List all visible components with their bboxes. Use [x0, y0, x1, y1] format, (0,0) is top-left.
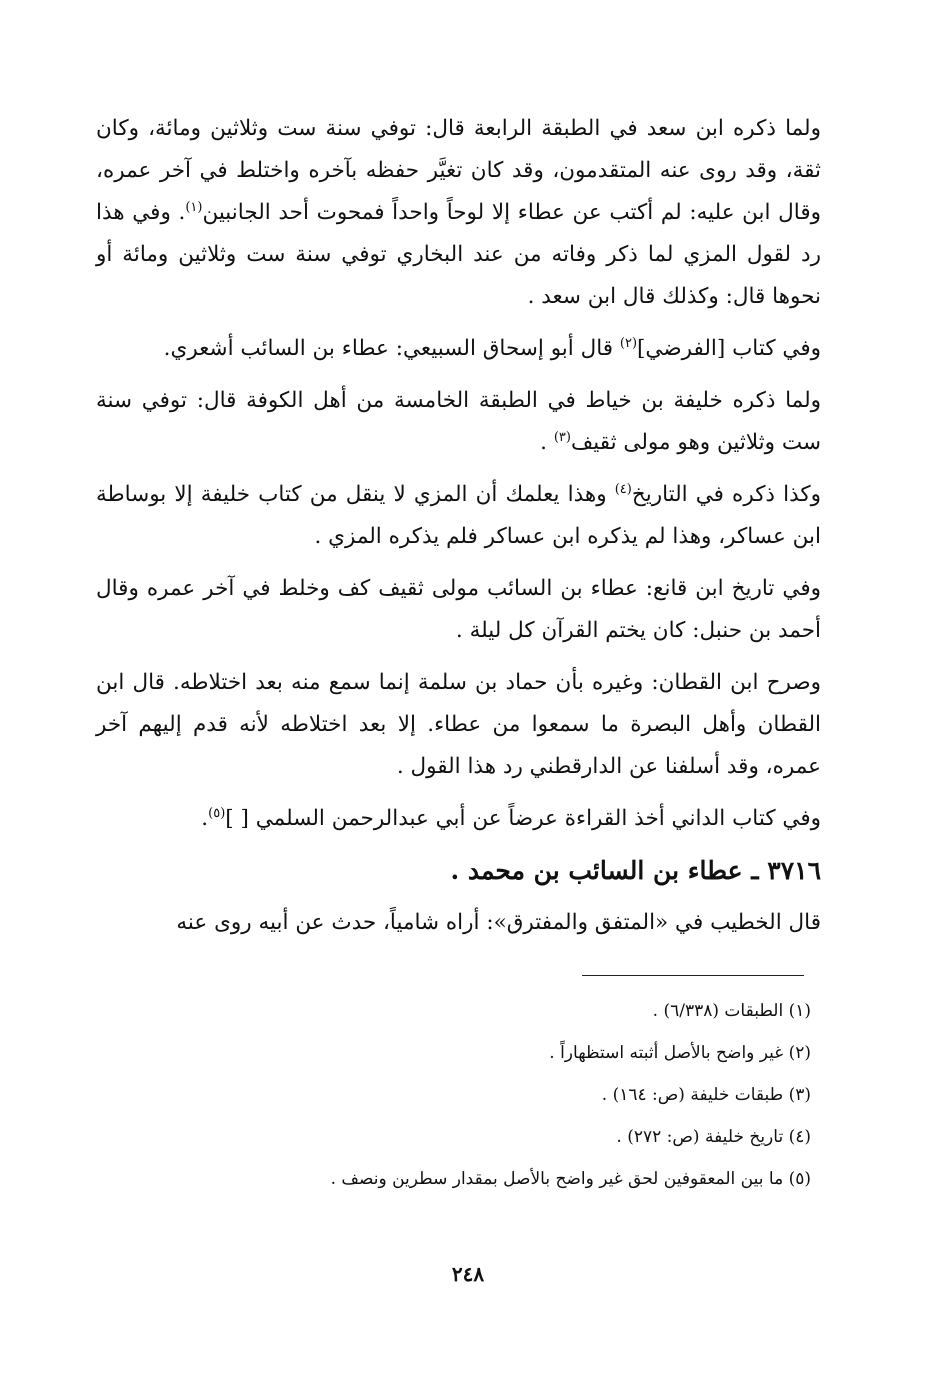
- footnotes: [96, 990, 811, 1200]
- paragraph-text: ولما ذكره ابن سعد في الطبقة الرابعة قال: توفي سنة ست وثلاثين ومائة، وكان ثقة، وقد روى عنه المتقدمون، وقد كان تغيَّر حفظه بآخره واختلط في آخر عمره، وقال ابن عليه: لم أكتب عن عطاء إلا لوحاً واحداً فمحوت أحد الجانبين: [96, 116, 821, 225]
- entry-heading: ٣٧١٦ ـ عطاء بن السائب بن محمد .: [450, 856, 821, 885]
- paragraph-text: وكذا ذكره في التاريخ: [631, 482, 821, 507]
- paragraph-text: ولما ذكره خليفة بن خياط في الطبقة الخامسة من أهل الكوفة قال: توفي سنة ست وثلاثين وهو مولى ثقيف: [96, 388, 821, 455]
- footnote-ref: (٢): [619, 335, 638, 351]
- paragraph-1: [96, 108, 821, 318]
- footnote-2: (٢) غير واضح بالأصل أثبته استظهاراً .: [549, 1043, 811, 1063]
- paragraph-text: .: [540, 430, 554, 455]
- paragraph-text: وهذا يعلمك أن المزي لا ينقل من كتاب خليفة إلا بوساطة ابن عساكر، وهذا لم يذكره ابن عساكر فلم يذكره المزي .: [96, 482, 821, 549]
- footnote-1: (١) الطبقات (٦/٣٣٨) .: [652, 1001, 811, 1021]
- paragraph-text: .: [201, 806, 209, 831]
- paragraph-text: وفي كتاب الداني أخذ القراءة عرضاً عن أبي عبدالرحمن السلمي [ ]: [225, 806, 821, 831]
- footnote-5: (٥) ما بين المعقوفين لحق غير واضح بالأصل بمقدار سطرين ونصف .: [330, 1169, 811, 1189]
- main-text: [96, 108, 821, 954]
- page-number: ٢٤٨: [451, 1262, 485, 1286]
- paragraph-text: قال أبو إسحاق السبيعي: عطاء بن السائب أشعري.: [163, 336, 620, 361]
- footnote-ref: (٥): [208, 805, 226, 821]
- paragraph-text: وصرح ابن القطان: وغيره بأن حماد بن سلمة إنما سمع منه بعد اختلاطه. قال ابن القطان وأهل البصرة ما سمعوا من عطاء. إلا بعد اختلاطه لأنه قدم إليهم آخر عمره، وقد أسلفنا عن الدارقطني رد هذا القول .: [96, 670, 821, 779]
- footnote-3: (٣) طبقات خليفة (ص: ١٦٤) .: [601, 1085, 811, 1105]
- entry-text: قال الخطيب في «المتفق والمفترق»: أراه شامياً، حدث عن أبيه روى عنه: [176, 910, 821, 935]
- footnote-ref: (١): [185, 199, 203, 215]
- paragraph-6: [96, 662, 821, 788]
- paragraph-4: [96, 474, 821, 558]
- footnote-4: (٤) تاريخ خليفة (ص: ٢٧٢) .: [616, 1127, 811, 1147]
- paragraph-text: . وفي هذا رد لقول المزي لما ذكر وفاته من عند البخاري توفي سنة ست وثلاثين ومائة أو نحوها قال: وكذلك قال ابن سعد .: [96, 200, 821, 309]
- paragraph-text: وفي كتاب [الفرضي]: [637, 336, 821, 361]
- paragraph-7: [96, 798, 821, 840]
- footnote-separator: [582, 975, 804, 976]
- footnote-ref: (٣): [553, 429, 571, 445]
- paragraph-5: [96, 568, 821, 652]
- paragraph-text: وفي تاريخ ابن قانع: عطاء بن السائب مولى ثقيف كف وخلط في آخر عمره وقال أحمد بن حنبل: كان يختم القرآن كل ليلة .: [96, 576, 821, 643]
- footnote-ref: (٤): [614, 481, 632, 497]
- paragraph-2: [96, 328, 821, 370]
- paragraph-3: [96, 380, 821, 464]
